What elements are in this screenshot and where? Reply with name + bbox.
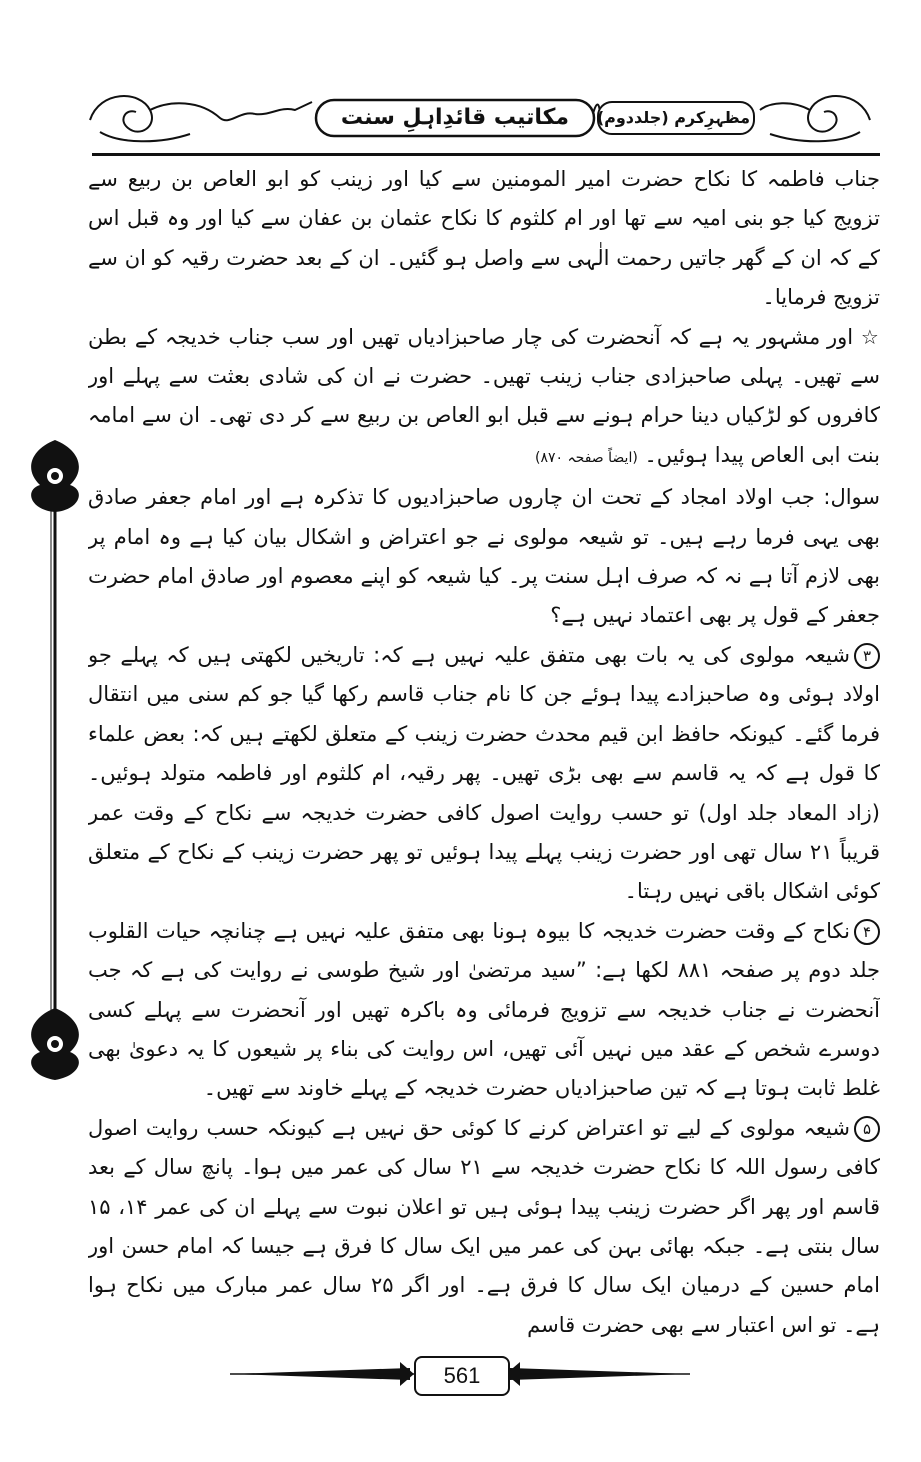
header-rule	[92, 153, 880, 156]
page-body	[88, 160, 880, 1340]
point-number: ۳	[854, 643, 880, 669]
paragraph-text: اور مشہور یہ ہے کہ آنحضرت کی چار صاحبزادیاں تھیں اور سب جناب خدیجہ کے بطن سے تھیں۔ پہلی صاحبزادی جناب زینب تھیں۔ حضرت نے ان کی شادی بعثت سے پہلے اور کافروں کو لڑکیاں دینا حرام ہونے سے قبل ابو العاص بن ربیع سے کر دی تھی۔ ان سے امامہ بنت ابی العاص پیدا ہوئیں۔	[88, 324, 880, 467]
paragraph-text: نکاح کے وقت حضرت خدیجہ کا بیوہ ہونا بھی متفق علیہ نہیں ہے چنانچہ حیات القلوب جلد دوم پر صفحہ ۸۸۱ لکھا ہے: ”سید مرتضیٰ اور شیخ طوسی نے روایت کی ہے کہ جب آنحضرت نے جناب خدیجہ سے تزویج فرمائی وہ باکرہ تھیں اور آنحضرت سے پہلے کسی دوسرے شخص کے عقد میں نہیں آئی تھیں، اس روایت کی بناء پر شیعوں کا یہ دعویٰ بھی غلط ثابت ہوتا ہے کہ تین صاحبزادیاں حضرت خدیجہ کے پہلے خاوند سے تھیں۔	[88, 918, 880, 1101]
star-icon: ☆	[860, 324, 880, 349]
paragraph	[88, 318, 880, 479]
page-number: 561	[414, 1356, 510, 1396]
paragraph	[88, 1109, 880, 1340]
running-header-book: مظہرِکرم (جلددوم)	[596, 108, 750, 127]
reference: (ایضاً صفحہ ۸۷۰)	[535, 449, 638, 466]
margin-ornament	[20, 440, 90, 1080]
paragraph	[88, 636, 880, 912]
paragraph: جناب فاطمہ کا نکاح حضرت امیر المومنین سے کیا اور زینب کو ابو العاص بن ربیع سے تزویج کیا جو بنی امیہ سے تھا اور ام کلثوم کا نکاح عثمان بن عفان سے کیا اور وہ قبل اس کے کہ ان کے گھر جاتیں رحمت الٰہی سے واصل ہو گئیں۔ ان کے بعد حضرت رقیہ کو ان سے تزویج فرمایا۔	[88, 167, 880, 310]
paragraph-text: شیعہ مولوی کے لیے تو اعتراض کرنے کا کوئی حق نہیں ہے کیونکہ حسب روایت اصول کافی رسول اللہ کا نکاح حضرت خدیجہ سے ۲۱ سال کی عمر میں ہوا۔ پانچ سال کے بعد قاسم اور پھر اگر حضرت زینب پیدا ہوئی ہیں تو اعلان نبوت سے پہلے ان کی عمر ۱۴، ۱۵ سال بنتی ہے۔ جبکہ بھائی بہن کی عمر میں ایک سال کا فرق ہے جیسا کہ امام حسن اور امام حسین کے درمیان ایک سال کا فرق ہے۔ اور اگر ۲۵ سال عمر مبارک میں نکاح ہوا ہے۔ تو اس اعتبار سے بھی حضرت قاسم	[88, 1115, 880, 1337]
running-header-title: مکاتیب قائدِاہلِ سنت	[340, 105, 570, 130]
point-number: ۴	[854, 919, 880, 945]
ornament-bottom	[31, 1008, 79, 1080]
page-footer	[230, 1348, 690, 1408]
page-header	[80, 80, 880, 158]
paragraph-text: شیعہ مولوی کی یہ بات بھی متفق علیہ نہیں ہے کہ: تاریخیں لکھتی ہیں کہ پہلے جو اولاد ہوئی وہ صاحبزادے پیدا ہوئے جن کا نام جناب قاسم رکھا گیا جو کم سنی میں انتقال فرما گئے۔ کیونکہ حافظ ابن قیم محدث حضرت زینب کے متعلق لکھتے ہیں کہ: بعض علماء کا قول ہے کہ یہ قاسم سے بھی بڑی تھیں۔ پھر رقیہ، ام کلثوم اور فاطمہ متولد ہوئیں۔ (زاد المعاد جلد اول) تو حسب روایت اصول کافی حضرت خدیجہ سے نکاح کے وقت عمر قریباً ۲۱ سال تھی اور حضرت زینب پہلے پیدا ہوئیں تو پھر حضرت زینب کے نکاح کے متعلق کوئی اشکال باقی نہیں رہتا۔	[88, 642, 880, 904]
point-number: ۵	[854, 1116, 880, 1142]
ornament-top	[31, 440, 79, 512]
paragraph	[88, 912, 880, 1109]
paragraph: سوال: جب اولاد امجاد کے تحت ان چاروں صاحبزادیوں کا تذکرہ ہے اور امام جعفر صادق بھی یہی فرما رہے ہیں۔ تو شیعہ مولوی نے جو اعتراض و اشکال بیان کیا ہے وہ امام پر بھی لازم آتا ہے نہ کہ صرف اہل سنت پر۔ کیا شیعہ کو اپنے معصوم اور صادق امام حضرت جعفر کے قول پر بھی اعتماد نہیں ہے؟	[88, 485, 880, 628]
